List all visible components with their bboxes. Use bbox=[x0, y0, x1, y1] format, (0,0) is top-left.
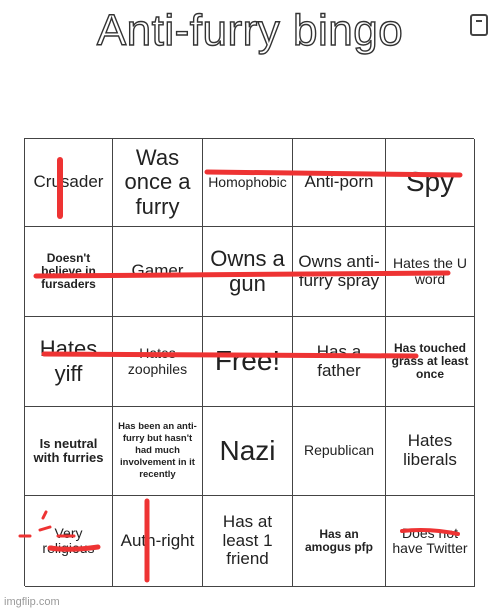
bingo-cell[interactable]: Hates liberals bbox=[386, 407, 475, 496]
bingo-cell[interactable]: Has at least 1 friend bbox=[203, 496, 293, 587]
bingo-cell[interactable]: Gamer bbox=[113, 227, 203, 317]
bingo-cell[interactable]: Free! bbox=[203, 317, 293, 407]
bingo-cell[interactable]: Republican bbox=[293, 407, 386, 496]
bingo-cell[interactable]: Hates the U word bbox=[386, 227, 475, 317]
bingo-cell[interactable]: Owns a gun bbox=[203, 227, 293, 317]
bingo-cell[interactable]: Anti-porn bbox=[293, 139, 386, 227]
bingo-cell[interactable]: Spy bbox=[386, 139, 475, 227]
bingo-cell[interactable]: Hates zoophiles bbox=[113, 317, 203, 407]
bingo-cell[interactable]: Homophobic bbox=[203, 139, 293, 227]
bingo-cell[interactable]: Has touched grass at least once bbox=[386, 317, 475, 407]
bingo-cell[interactable]: Has been an anti-furry but hasn't had much involvement in it recently bbox=[113, 407, 203, 496]
bingo-cell[interactable]: Auth-right bbox=[113, 496, 203, 587]
bingo-cell[interactable]: Nazi bbox=[203, 407, 293, 496]
bingo-cell[interactable]: Doesn't believe in fursaders bbox=[25, 227, 113, 317]
watermark: imgflip.com bbox=[4, 596, 60, 608]
bingo-cell[interactable]: Does not have Twitter bbox=[386, 496, 475, 587]
clipboard-icon bbox=[470, 14, 488, 36]
bingo-grid bbox=[24, 138, 474, 586]
page-title: Anti-furry bingo bbox=[96, 6, 404, 55]
bingo-cell[interactable]: Hates yiff bbox=[25, 317, 113, 407]
bingo-cell[interactable]: Was once a furry bbox=[113, 139, 203, 227]
bingo-cell[interactable]: Is neutral with furries bbox=[25, 407, 113, 496]
bingo-cell[interactable]: Very religious bbox=[25, 496, 113, 587]
bingo-cell[interactable]: Has an amogus pfp bbox=[293, 496, 386, 587]
bingo-cell[interactable]: Owns anti-furry spray bbox=[293, 227, 386, 317]
bingo-cell[interactable]: Has a father bbox=[293, 317, 386, 407]
bingo-cell[interactable]: Crusader bbox=[25, 139, 113, 227]
